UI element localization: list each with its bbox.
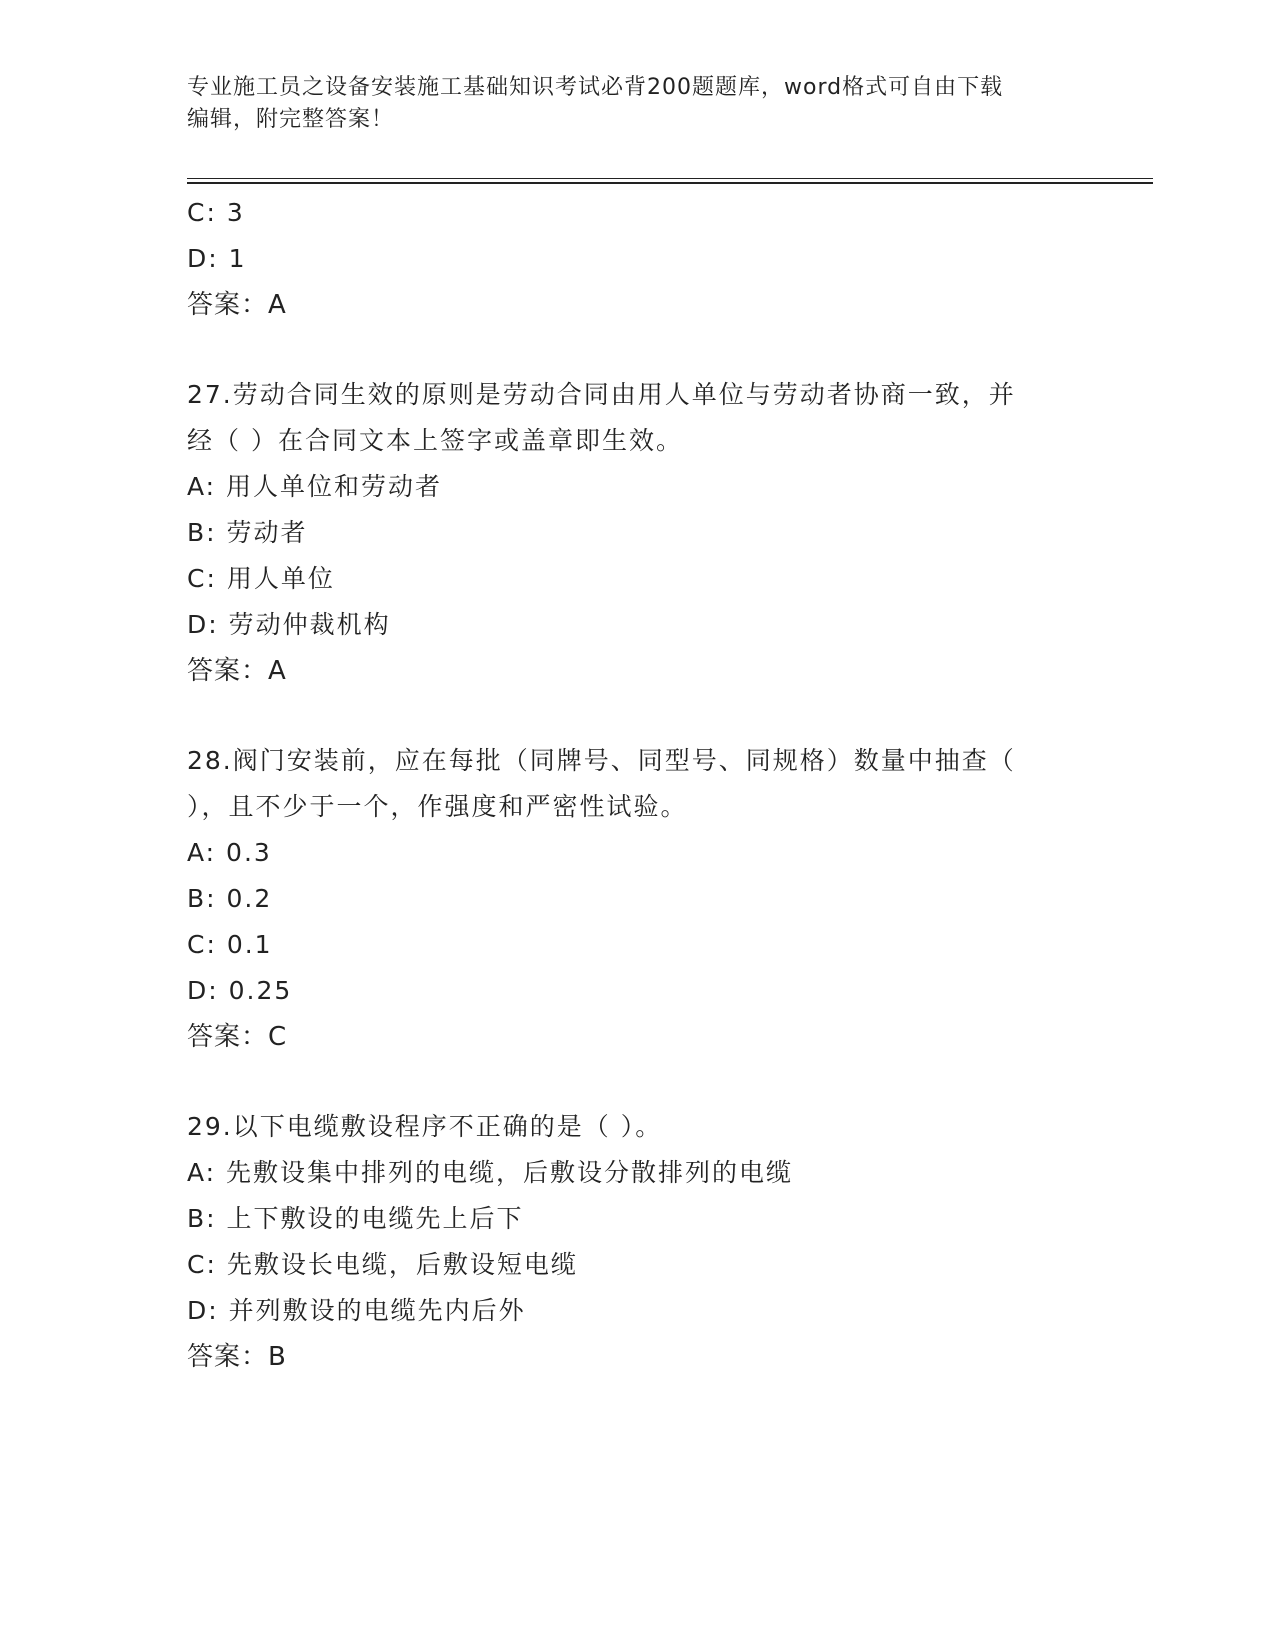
- answer-label: 答案：C: [187, 1022, 288, 1052]
- question-26-tail: [187, 190, 1087, 328]
- question-text-line-2: 经（ ）在合同文本上签字或盖章即生效。: [187, 426, 683, 455]
- question-text-line-1: 27.劳动合同生效的原则是劳动合同由用人单位与劳动者协商一致，并: [187, 380, 1016, 409]
- document-header: [187, 72, 1087, 136]
- option-b: B: 上下敷设的电缆先上后下: [187, 1204, 524, 1233]
- header-title-line-1: 专业施工员之设备安装施工基础知识考试必背200题题库，word格式可自由下载: [187, 75, 1004, 100]
- question-29: [187, 1104, 1087, 1380]
- question-text-line-2: ），且不少于一个，作强度和严密性试验。: [187, 792, 688, 821]
- option-b: B: 劳动者: [187, 518, 308, 547]
- spacer: [187, 1060, 1087, 1104]
- header-divider-thick: [187, 182, 1153, 184]
- answer-label: 答案：A: [187, 290, 287, 320]
- option-c: C: 3: [187, 198, 245, 227]
- spacer: [187, 694, 1087, 738]
- option-a: A: 0.3: [187, 838, 272, 867]
- question-28: [187, 738, 1087, 1060]
- option-d: D: 0.25: [187, 976, 293, 1005]
- header-divider-thin: [187, 178, 1153, 179]
- option-c: C: 用人单位: [187, 564, 335, 593]
- option-a: A: 先敷设集中排列的电缆，后敷设分散排列的电缆: [187, 1158, 794, 1187]
- question-text-line-1: 28.阀门安装前，应在每批（同牌号、同型号、同规格）数量中抽查（: [187, 746, 1016, 775]
- answer-label: 答案：B: [187, 1342, 287, 1372]
- spacer: [187, 328, 1087, 372]
- document-body: [187, 190, 1087, 1380]
- option-a: A: 用人单位和劳动者: [187, 472, 443, 501]
- option-b: B: 0.2: [187, 884, 273, 913]
- question-27: [187, 372, 1087, 694]
- question-text-line-1: 29.以下电缆敷设程序不正确的是（ ）。: [187, 1112, 663, 1141]
- option-d: D: 1: [187, 244, 247, 273]
- option-c: C: 0.1: [187, 930, 273, 959]
- option-c: C: 先敷设长电缆，后敷设短电缆: [187, 1250, 578, 1279]
- option-d: D: 并列敷设的电缆先内后外: [187, 1296, 526, 1325]
- header-title-line-2: 编辑，附完整答案！: [187, 107, 395, 132]
- option-d: D: 劳动仲裁机构: [187, 610, 391, 639]
- answer-label: 答案：A: [187, 656, 287, 686]
